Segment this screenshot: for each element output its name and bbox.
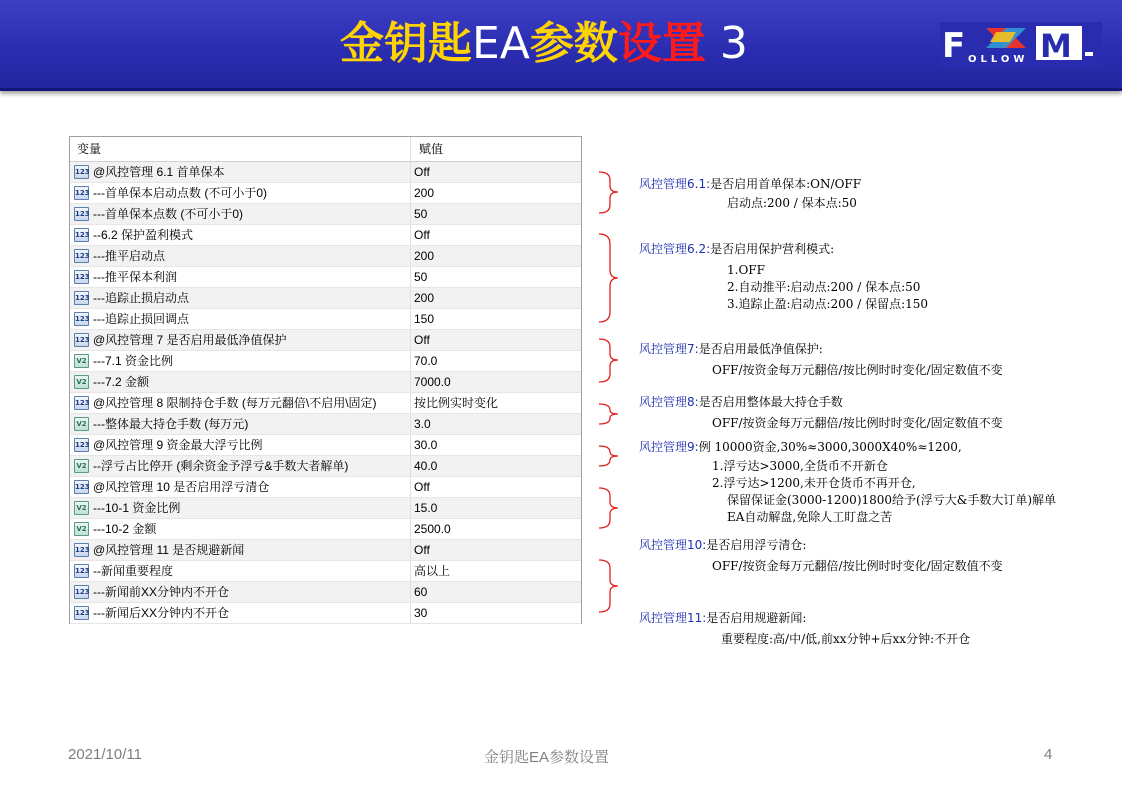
param-name: ---7.2 金额 <box>93 375 150 389</box>
param-value: 70.0 <box>414 354 438 368</box>
note-8-key: 风控管理8: <box>639 395 699 409</box>
param-name: ---10-1 资金比例 <box>93 501 181 515</box>
footer-title: 金钥匙EA参数设置 <box>484 749 610 766</box>
note-9-line5: EA自动解盘,免除人工盯盘之苦 <box>727 510 893 524</box>
note-6-1-text: 是否启用首单保本:ON/OFF <box>710 177 862 191</box>
brace-11 <box>599 560 618 612</box>
integer-type-icon: 123 <box>74 186 89 200</box>
param-name: ---新闻前XX分钟内不开仓 <box>93 585 229 599</box>
param-name: ---整体最大持仓手数 (每万元) <box>93 417 249 431</box>
integer-type-icon: 123 <box>74 606 89 620</box>
param-value: 2500.0 <box>414 522 451 536</box>
column-header-variable[interactable]: 变量 <box>70 137 411 161</box>
note-10 <box>639 537 1003 575</box>
param-value: 200 <box>414 249 435 263</box>
note-9-text: 例 10000资金,30%≈3000,3000X40%≈1200, <box>698 440 962 454</box>
param-value: 50 <box>414 270 428 284</box>
brace-6-1 <box>599 172 618 213</box>
integer-type-icon: 123 <box>74 333 89 347</box>
note-11-text: 是否启用规避新闻: <box>706 611 807 625</box>
integer-type-icon: 123 <box>74 228 89 242</box>
param-value: 3.0 <box>414 417 431 431</box>
logo-letter-f: F <box>942 26 966 66</box>
note-6-1-line2: 启动点:200 / 保本点:50 <box>727 196 857 210</box>
note-8-line2: OFF/按资金每万元翻倍/按比例时时变化/固定数值不变 <box>712 416 1003 430</box>
integer-type-icon: 123 <box>74 249 89 263</box>
brace-7 <box>599 339 618 382</box>
param-value: 15.0 <box>414 501 438 515</box>
double-type-icon: V2 <box>74 354 89 368</box>
param-name: --6.2 保护盈利模式 <box>93 228 194 242</box>
note-9-line2: 1.浮亏达>3000,全货币不开新仓 <box>712 459 888 473</box>
brace-9 <box>599 446 618 466</box>
param-name: ---追踪止损回调点 <box>93 312 189 326</box>
integer-type-icon: 123 <box>74 585 89 599</box>
param-name: @风控管理 10 是否启用浮亏清仓 <box>93 480 270 494</box>
integer-type-icon: 123 <box>74 165 89 179</box>
integer-type-icon: 123 <box>74 438 89 452</box>
double-type-icon: V2 <box>74 459 89 473</box>
param-name: ---首单保本点数 (不可小于0) <box>93 207 243 221</box>
param-value: 50 <box>414 207 428 221</box>
note-6-1 <box>639 176 861 212</box>
note-6-2 <box>639 241 929 313</box>
param-name: --浮亏占比停开 (剩余资金予浮亏&手数大者解单) <box>93 459 349 473</box>
note-10-key: 风控管理10: <box>639 538 707 552</box>
note-9-line3: 2.浮亏达>1200,未开仓货币不再开仓, <box>712 476 916 490</box>
integer-type-icon: 123 <box>74 396 89 410</box>
note-10-text: 是否启用浮亏清仓: <box>706 538 807 552</box>
param-value: 150 <box>414 312 435 326</box>
integer-type-icon: 123 <box>74 312 89 326</box>
param-name: @风控管理 9 资金最大浮亏比例 <box>93 438 263 452</box>
double-type-icon: V2 <box>74 417 89 431</box>
note-7 <box>639 341 1003 379</box>
note-6-2-line4: 3.追踪止盈:启动点:200 / 保留点:150 <box>727 297 929 311</box>
note-7-key: 风控管理7: <box>639 342 699 356</box>
param-name: ---追踪止损启动点 <box>93 291 189 305</box>
param-value: 按比例实时变化 <box>414 396 499 410</box>
integer-type-icon: 123 <box>74 543 89 557</box>
footer-page-number: 4 <box>1044 746 1053 763</box>
param-name: ---推平保本利润 <box>93 270 177 284</box>
integer-type-icon: 123 <box>74 207 89 221</box>
param-name: ---新闻后XX分钟内不开仓 <box>93 606 229 620</box>
note-8 <box>639 394 1003 432</box>
integer-type-icon: 123 <box>74 291 89 305</box>
logo-sub: OLLOW <box>968 54 1029 65</box>
note-9-line4: 保留保证金(3000-1200)1800给予(浮亏大&手数大订单)解单 <box>727 493 1057 507</box>
param-name: @风控管理 11 是否规避新闻 <box>93 543 245 557</box>
brace-8 <box>599 404 618 424</box>
param-value: 高以上 <box>414 564 451 578</box>
note-6-2-key: 风控管理6.2: <box>639 242 711 256</box>
integer-type-icon: 123 <box>74 564 89 578</box>
param-name: @风控管理 6.1 首单保本 <box>93 165 225 179</box>
param-name: ---7.1 资金比例 <box>93 354 174 368</box>
param-value: 40.0 <box>414 459 438 473</box>
footer-date: 2021/10/11 <box>68 746 142 763</box>
note-7-line2: OFF/按资金每万元翻倍/按比例时时变化/固定数值不变 <box>712 363 1003 377</box>
param-value: Off <box>414 165 430 179</box>
integer-type-icon: 123 <box>74 480 89 494</box>
note-8-text: 是否启用整体最大持仓手数 <box>698 395 843 409</box>
brace-6-2 <box>599 234 618 322</box>
param-name: @风控管理 8 限制持仓手数 (每万元翻倍\不启用\固定) <box>93 396 377 410</box>
title-part-1: 金钥匙 <box>340 18 472 69</box>
note-6-2-line3: 2.自动推平:启动点:200 / 保本点:50 <box>727 280 921 294</box>
param-value: 60 <box>414 585 428 599</box>
title-part-3: 参数 <box>529 18 618 69</box>
param-name: ---推平启动点 <box>93 249 165 263</box>
note-9 <box>639 439 1057 526</box>
note-11 <box>639 610 971 648</box>
note-11-key: 风控管理11: <box>639 611 707 625</box>
double-type-icon: V2 <box>74 375 89 389</box>
param-value: 200 <box>414 291 435 305</box>
param-name: @风控管理 7 是否启用最低净值保护 <box>93 333 287 347</box>
param-value: Off <box>414 543 430 557</box>
double-type-icon: V2 <box>74 522 89 536</box>
param-value: Off <box>414 480 430 494</box>
param-value: 7000.0 <box>414 375 451 389</box>
note-10-line2: OFF/按资金每万元翻倍/按比例时时变化/固定数值不变 <box>712 559 1003 573</box>
note-6-1-key: 风控管理6.1: <box>639 177 711 191</box>
double-type-icon: V2 <box>74 501 89 515</box>
integer-type-icon: 123 <box>74 270 89 284</box>
param-value: 30 <box>414 606 428 620</box>
note-9-key: 风控管理9: <box>639 440 699 454</box>
note-11-line2: 重要程度:高/中/低,前xx分钟+后xx分钟:不开仓 <box>721 632 971 646</box>
column-header-value[interactable]: 赋值 <box>419 142 444 156</box>
note-7-text: 是否启用最低净值保护: <box>698 342 823 356</box>
param-value: Off <box>414 228 430 242</box>
param-value: 30.0 <box>414 438 438 452</box>
title-number: 3 <box>719 18 748 69</box>
note-6-2-text: 是否启用保护营利模式: <box>710 242 835 256</box>
brace-10 <box>599 488 618 528</box>
note-6-2-line2: 1.OFF <box>727 263 765 277</box>
param-name: ---首单保本启动点数 (不可小于0) <box>93 186 267 200</box>
title-part-2: EA <box>472 18 530 69</box>
param-value: Off <box>414 333 430 347</box>
param-name: --新闻重要程度 <box>93 564 173 578</box>
title-part-4: 设置 <box>617 18 706 69</box>
logo-letter-m: M <box>1040 27 1072 65</box>
param-name: ---10-2 金额 <box>93 522 157 536</box>
param-value: 200 <box>414 186 435 200</box>
